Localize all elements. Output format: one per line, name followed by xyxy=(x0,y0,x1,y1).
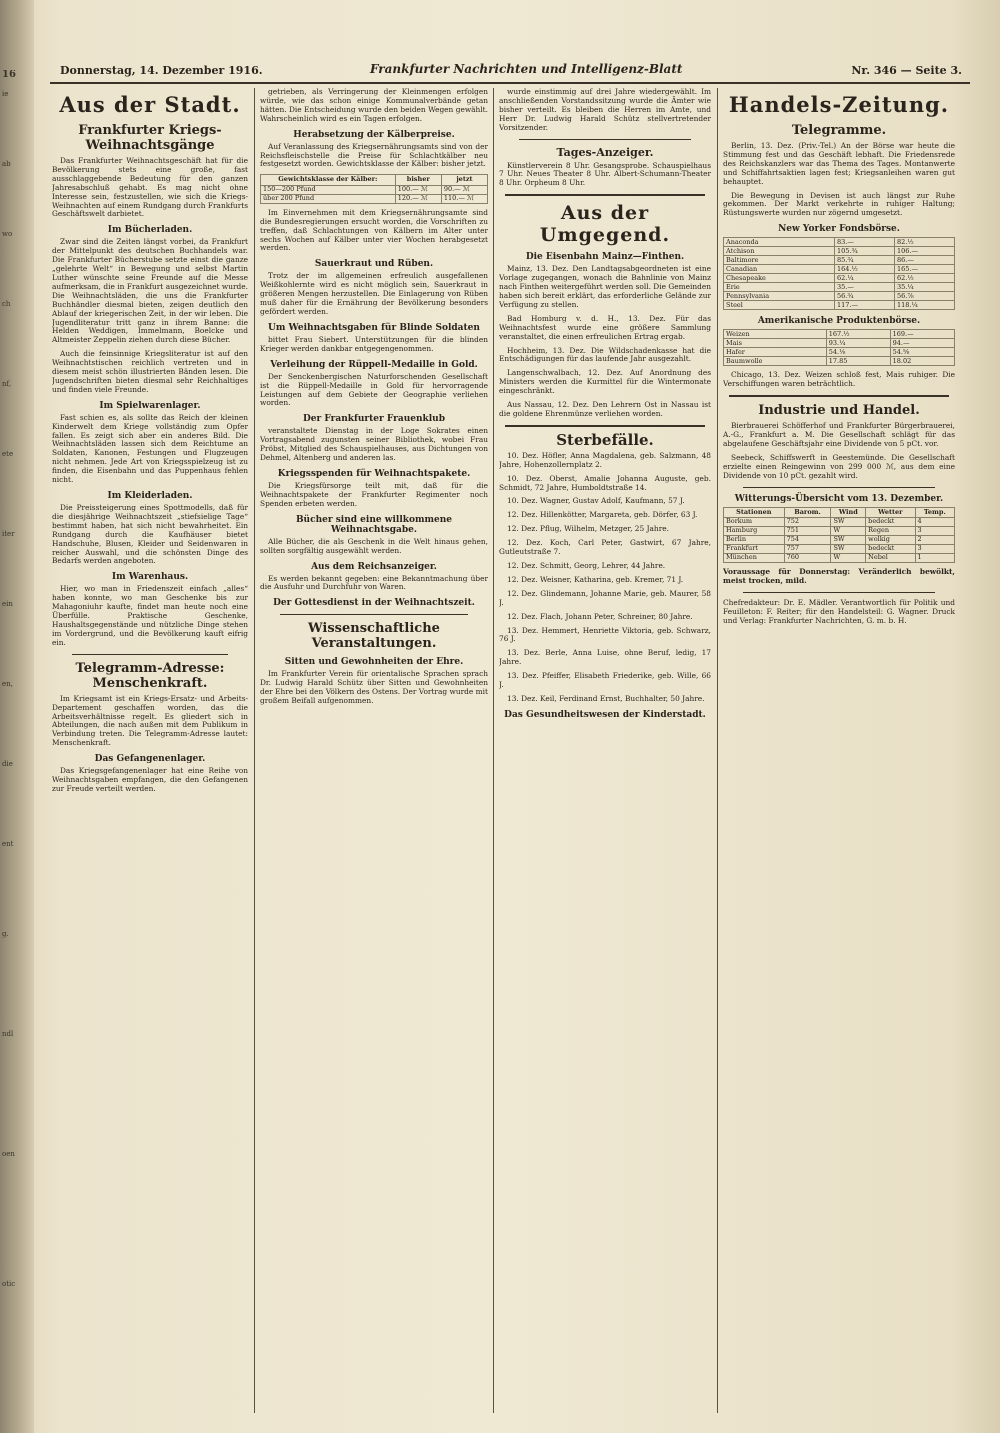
table-cell: 754 xyxy=(784,536,831,545)
list-item: 12. Dez. Weisner, Katharina, geb. Kremer, 71 J. xyxy=(507,574,684,584)
table-header-row xyxy=(724,507,955,518)
list-item: 12. Dez. Glindemann, Johanne Marie, geb. Maurer, 58 J. xyxy=(499,588,711,607)
paragraph: veranstaltete Dienstag in der Loge Sokrates einen Vortragsabend zugunsten seiner Bibliothek, wobei Frau Pröbst, Mitglied des Schauspielhauses, aus Dichtungen von Dehmel, Altenberg und anderen las. xyxy=(260,426,488,463)
table-row xyxy=(724,292,955,301)
table-cell: bedeckt xyxy=(866,545,915,554)
paragraph: Der Senckenbergischen Naturforschenden Gesellschaft ist die Rüppell-Medaille in Gold für hervorragende Leistungen auf dem Gebiete der Geographie verliehen worden. xyxy=(260,371,488,408)
table-cell: Weizen xyxy=(724,330,827,339)
subhead-reichsanzeiger: Aus dem Reichsanzeiger. xyxy=(311,561,437,572)
table-header-cell: Stationen xyxy=(724,507,785,518)
table-cell: 752 xyxy=(784,518,831,527)
calf-price-table xyxy=(260,174,488,204)
table-cell: 760 xyxy=(784,554,831,563)
table-cell: SW xyxy=(831,536,866,545)
table-cell: Canadian xyxy=(724,265,835,274)
article-intro: Das Frankfurter Weihnachtsgeschäft hat für die Bevölkerung stets eine große, fast ausschlaggebende Bedeutung für den ganzen Jahresabschluß gehabt. Es mag nicht ohne Interesse sein, festzustellen, wie sich die Kriegs-Weihnachten auf einem Rundgang durch Frankfurts Geschäftswelt darbietet. xyxy=(52,156,248,219)
edge-text-8: ein xyxy=(2,600,13,608)
page-number: Nr. 346 — Seite 3. xyxy=(851,64,962,77)
table-row xyxy=(724,527,955,536)
table-cell: 35.¼ xyxy=(894,283,954,292)
table-cell: München xyxy=(724,554,785,563)
table-cell: Baumwolle xyxy=(724,357,827,366)
paragraph: Auch die feinsinnige Kriegsliteratur ist auf den Weihnachtstischen reichlich vertreten und in diesem meist schön illustrierten Bänden lesen. Die Jugendschriften bieten diesmal sehr Reichhaltiges und finden viele Freunde. xyxy=(52,349,248,394)
table-cell: 93.¼ xyxy=(826,339,890,348)
table-row xyxy=(724,265,955,274)
subhead-gottesdienst: Der Gottesdienst in der Weihnachtszeit. xyxy=(273,598,475,609)
subhead-blinde-soldaten: Um Weihnachtsgaben für Blinde Soldaten xyxy=(268,322,480,333)
issue-date: Donnerstag, 14. Dezember 1916. xyxy=(60,64,263,77)
table-cell: Hamburg xyxy=(724,527,785,536)
subhead-kaelberpreise: Herabsetzung der Kälberpreise. xyxy=(293,129,455,140)
article-title-telegramm-adresse: Telegramm-Adresse: Menschenkraft. xyxy=(75,660,225,691)
weather-table xyxy=(723,507,955,564)
subhead-rueppell-medaille: Verleihung der Rüppell-Medaille in Gold. xyxy=(270,359,478,370)
paragraph: Trotz der im allgemeinen erfreulich ausgefallenen Weißkohlernte wird es nicht möglich sein, Sauerkraut in größeren Mengen herzustellen. Die Einlagerung von Rüben muß daher für die Ernährung der Bevölkerung besonders gefördert werden. xyxy=(260,271,488,316)
paragraph: Alle Bücher, die als Geschenk in die Welt hinaus gehen, sollten sorgfältig ausgewählt werden. xyxy=(260,536,488,555)
table-cell: 94.— xyxy=(890,339,954,348)
table-cell: 18.02 xyxy=(890,357,954,366)
table-cell: 150—200 Pfund xyxy=(261,185,396,194)
paragraph: Aus Nassau, 12. Dez. Den Lehrern Ost in Nassau ist die goldene Ehrenmünze verliehen worden. xyxy=(499,400,711,418)
divider xyxy=(505,194,705,196)
table-cell: 35.— xyxy=(835,283,895,292)
table-cell: 2 xyxy=(915,536,954,545)
table-cell: Chesapeake xyxy=(724,274,835,283)
list-item: 10. Dez. Wagner, Gustav Adolf, Kaufmann, 57 J. xyxy=(507,496,685,506)
table-cell: über 200 Pfund xyxy=(261,194,396,203)
table-row xyxy=(261,185,488,194)
paragraph: Seebeck, Schiffswerft in Geestemünde. Die Gesellschaft erzielte einen Reingewinn von 299 000 ℳ, aus dem eine Dividende von 10 pCt. gezahlt wird. xyxy=(723,452,955,480)
edge-text-14: oen xyxy=(2,1150,15,1158)
table-row xyxy=(724,554,955,563)
section-title-aus-der-stadt: Aus der Stadt. xyxy=(59,92,241,117)
table-cell: Erie xyxy=(724,283,835,292)
table-cell: Berlin xyxy=(724,536,785,545)
table-cell: 3 xyxy=(915,527,954,536)
section-title-handels-zeitung: Handels-Zeitung. xyxy=(728,92,950,117)
produce-exchange-table xyxy=(723,329,955,366)
edge-text-1: ie xyxy=(2,90,9,98)
table-title-new-york: New Yorker Fondsbörse. xyxy=(778,224,900,235)
table-header-cell: Barom. xyxy=(784,507,831,518)
list-item: 12. Dez. Hillenkötter, Margareta, geb. Dörfer, 63 J. xyxy=(507,510,698,520)
subhead-buecher: Bücher sind eine willkommene Weihnachtsgabe. xyxy=(295,514,453,535)
imprint: Chefredakteur: Dr. E. Mädler. Verantwortlich für Politik und Feuilleton: F. Reiter; für den Handelsteil: G. Wagner. Druck und Verlag: Frankfurter Nachrichten, G. m. b. H. xyxy=(723,597,955,625)
paragraph: Bierbrauerei Schöfferhof und Frankfurter Bürgerbrauerei, A.-G., Frankfurt a. M. Die Gesellschaft schlägt für das abgelaufene Geschäftsjahr eine Dividende von 5 pCt. vor. xyxy=(723,421,955,448)
table-cell: SW xyxy=(831,545,866,554)
edge-text-5: nf, xyxy=(2,380,12,388)
paragraph: Hier, wo man in Friedenszeit einfach „alles“ haben konnte, wo man Geschenke bis zur Mahagoniuhr kaufte, findet man heute noch eine Überfülle. Praktische Geschenke, Haushaltsgegenstände und nützliche Dinge stehen im Vordergrund, und die Bevölkerung kauft eifrig ein. xyxy=(52,584,248,647)
table-cell: Pennsylvania xyxy=(724,292,835,301)
edge-text-9: en, xyxy=(2,680,13,688)
table-row xyxy=(724,545,955,554)
table-cell: 117.— xyxy=(835,301,895,310)
section-title-industrie: Industrie und Handel. xyxy=(758,403,920,419)
divider xyxy=(729,395,949,397)
table-row xyxy=(724,283,955,292)
table-cell: Regen xyxy=(866,527,915,536)
paragraph: Zwar sind die Zeiten längst vorbei, da Frankfurt der Mittelpunkt des deutschen Buchhandels war. Die Frankfurter Bücherstube setzte einst die ganze „gelehrte Welt“ in Bewegung und selbst Martin Luther wünschte seine Freunde auf die Messe aufmerksam, die in Frankfurt ausgezeichnet wurde. Die Weihnachtsläden, die uns die Frankfurter Buchhändler diesmal bieten, zeigen deutlich den Ablauf der kriegerischen Zeit, in der wir leben. Die Jugendliteratur tritt ganz in ihrem Banne: die Helden Weddigen, Immelmann, Boelcke und Altmeister Zeppelin ziehen durch diese Bücher. xyxy=(52,237,248,345)
paragraph: Die Preissteigerung eines Spottmodells, daß für die diesjährige Weihnachtszeit „stiefsielige Tage“ bestimmt haben, hat sich nicht bewahrheitet. Ein Rundgang durch die Kaufhäuser bietet Handschuhe, Blusen, Kleider und Seidenwaren in reicher Auswahl, und die schönsten Dinge des Bedarfs werden angeboten. xyxy=(52,503,248,566)
subhead-frauenklub: Der Frankfurter Frauenklub xyxy=(302,414,445,425)
divider xyxy=(743,592,935,593)
table-row xyxy=(724,256,955,265)
table-cell: Nebel xyxy=(866,554,915,563)
table-cell: 86.— xyxy=(894,256,954,265)
paragraph: Bad Homburg v. d. H., 13. Dez. Für das Weihnachtsfest wurde eine größere Sammlung veranstaltet, die einen erfreulichen Ertrag ergab. xyxy=(499,313,711,341)
table-row xyxy=(724,330,955,339)
list-item: 13. Dez. Berle, Anna Luise, ohne Beruf, ledig, 17 Jahre. xyxy=(499,648,711,667)
edge-text-10: die xyxy=(2,760,13,768)
masthead: Frankfurter Nachrichten und Intelligenz-Blatt xyxy=(370,62,683,76)
section-title-sterbefaelle: Sterbefälle. xyxy=(556,430,654,449)
edge-page-number: 16 xyxy=(2,70,16,79)
table-row xyxy=(724,536,955,545)
column-aus-der-stadt xyxy=(52,88,248,1415)
edge-text-11: ent xyxy=(2,840,14,848)
paragraph: Hochheim, 13. Dez. Die Wildschadenkasse hat die Entschädigungen für das laufende Jahr ausgezahlt. xyxy=(499,345,711,364)
table-cell: 62.½ xyxy=(894,274,954,283)
edge-text-4: ch xyxy=(2,300,11,308)
subhead-kleiderladen: Im Kleiderladen. xyxy=(107,491,193,501)
table-row xyxy=(724,238,955,247)
subhead-gefangenenlager: Das Gefangenenlager. xyxy=(94,754,206,765)
subhead-tages-anzeiger: Tages-Anzeiger. xyxy=(556,145,654,159)
paragraph: Die Kriegsfürsorge teilt mit, daß für die Weihnachtspakete der Frankfurter Regimenter noch Spenden erbeten werden. xyxy=(260,480,488,508)
table-header-row xyxy=(261,175,488,186)
paragraph: Mainz, 13. Dez. Den Landtagsabgeordneten ist eine Vorlage zugegangen, wonach die Bahnlinie von Mainz nach Finthen weitergeführt werden soll. Die Gemeinden haben sich bereit erklärt, das erforderliche Gelände zur Verfügung zu stellen. xyxy=(499,264,711,309)
list-item: 10. Dez. Höfler, Anna Magdalena, geb. Salzmann, 48 Jahre, Hohenzollernplatz 2. xyxy=(499,450,711,469)
table-cell: 3 xyxy=(915,545,954,554)
table-cell: 105.¾ xyxy=(835,247,895,256)
table-row xyxy=(724,339,955,348)
table-cell: 100.— ℳ xyxy=(395,185,441,194)
column-local-news xyxy=(260,88,488,1415)
weather-forecast: Voraussage für Donnerstag: Veränderlich bewölkt, meist trocken, mild. xyxy=(723,567,955,585)
table-cell: Borkum xyxy=(724,518,785,527)
table-cell: 751 xyxy=(784,527,831,536)
table-cell: Baltimore xyxy=(724,256,835,265)
column-rule-3 xyxy=(717,88,718,1413)
table-cell: bedeckt xyxy=(866,518,915,527)
paragraph: Im Einvernehmen mit dem Kriegsernährungsamte sind die Bundesregierungen ersucht worden, die Vorschriften zu treffen, daß Schlachtungen von Kälbern im Alter unter sechs Wochen auf Kälber unter vier Wochen herabgesetzt werden. xyxy=(260,207,488,253)
column-rule-1 xyxy=(254,88,255,1413)
paragraph: Fast schien es, als sollte das Reich der kleinen Kinderwelt dem Kriege vollständig zum Opfer fallen. Es zeigt sich aber ein anderes Bild. Die Weihnachtsläden lassen sich dem Reichtume an Soldaten, Kanonen, Festungen und Flugzeugen nicht nehmen. Jede Art von Kriegsspielzeug ist zu finden, die Eisenbahn und das Puppenhaus fehlen nicht. xyxy=(52,412,248,485)
new-york-stock-table xyxy=(723,237,955,310)
table-cell: 54.⅝ xyxy=(890,348,954,357)
list-item: 12. Dez. Schmitt, Georg, Lehrer, 44 Jahre. xyxy=(507,561,666,570)
table-cell: W xyxy=(831,527,866,536)
list-item: 13. Dez. Pfeiffer, Elisabeth Friederike, geb. Wille, 66 J. xyxy=(499,671,711,690)
subhead-buecherladen: Im Bücherladen. xyxy=(107,225,193,236)
list-item: 12. Dez. Koch, Carl Peter, Gastwirt, 67 Jahre, Gutleutstraße 7. xyxy=(499,538,711,557)
subhead-sauerkraut: Sauerkraut und Rüben. xyxy=(314,259,434,270)
table-cell: 167.½ xyxy=(826,330,890,339)
table-row xyxy=(724,518,955,527)
paragraph: Chicago, 13. Dez. Weizen schloß fest, Mais ruhiger. Die Verschiffungen waren beträchtlich. xyxy=(723,370,955,389)
table-row xyxy=(724,247,955,256)
edge-text-3: wo xyxy=(2,230,13,238)
paragraph: Langenschwalbach, 12. Dez. Auf Anordnung des Ministers werden die Kurmittel für die Wintermonate eingeschränkt. xyxy=(499,368,711,396)
table-header-cell: bisher xyxy=(395,175,441,186)
table-cell: 165.— xyxy=(894,265,954,274)
table-cell: Mais xyxy=(724,339,827,348)
table-cell: Frankfurt xyxy=(724,545,785,554)
table-cell: 106.— xyxy=(894,247,954,256)
paragraph: Berlin, 13. Dez. (Priv.-Tel.) An der Börse war heute die Stimmung fest und das Geschäft lebhaft. Die Friedensrede des Reichskanzlers war das Thema des Tages. Montanwerte und Schiffahrtsaktien lagen fest; Kriegsanleihen waren gut behauptet. xyxy=(723,141,955,186)
divider xyxy=(519,139,691,140)
subhead-eisenbahn: Die Eisenbahn Mainz—Finthen. xyxy=(525,252,685,263)
table-cell: Steel xyxy=(724,301,835,310)
subhead-gesundheitswesen: Das Gesundheitswesen der Kinderstadt. xyxy=(504,709,706,720)
table-row xyxy=(724,357,955,366)
table-cell: SW xyxy=(831,518,866,527)
divider xyxy=(280,614,468,615)
table-cell: 757 xyxy=(784,545,831,554)
edge-text-15: otic xyxy=(2,1280,16,1288)
edge-text-13: ndl xyxy=(2,1030,14,1038)
table-title-witterung: Witterungs-Übersicht vom 13. Dezember. xyxy=(734,493,944,504)
list-item: 10. Dez. Oberst, Amalie Johanna Auguste, geb. Schmidt, 72 Jahre, Humboldtstraße 14. xyxy=(499,473,711,492)
table-cell: Hafer xyxy=(724,348,827,357)
paragraph: Im Frankfurter Verein für orientalische Sprachen sprach Dr. Ludwig Harald Schütz über Sitten und Gewohnheiten der Ehre bei den Völkern des Ostens. Der Vortrag wurde mit großem Beifall aufgenommen. xyxy=(260,669,488,706)
divider xyxy=(743,487,935,488)
table-cell: 1 xyxy=(915,554,954,563)
paragraph: Das Kriegsgefangenenlager hat eine Reihe von Weihnachtsgaben empfangen, die den Gefangenen zur Freude verteilt werden. xyxy=(52,766,248,793)
subhead-warenhaus: Im Warenhaus. xyxy=(111,572,189,583)
list-item: 12. Dez. Pflug, Wilhelm, Metzger, 25 Jahre. xyxy=(507,524,669,534)
list-item: 12. Dez. Flach, Johann Peter, Schreiner, 80 Jahre. xyxy=(507,611,693,621)
table-cell: wolkig xyxy=(866,536,915,545)
table-cell: 83.— xyxy=(835,238,895,247)
table-title-produktenboerse: Amerikanische Produktenbörse. xyxy=(757,316,921,327)
edge-text-2: ab xyxy=(2,160,11,168)
paragraph: getrieben, als Verringerung der Kleinmengen erfolgen würde, wie das schon einige Kommunalverbände getan hätten. Die Entscheidung wurde den beiden Wegen gewählt. Wahrscheinlich wird es ein Tagen erfolgen. xyxy=(260,88,488,123)
table-cell: 120.— ℳ xyxy=(395,194,441,203)
table-cell: 118.¼ xyxy=(894,301,954,310)
article-title-weihnachtsgaenge: Frankfurter Kriegs-Weihnachtsgänge xyxy=(78,123,222,153)
table-row xyxy=(724,301,955,310)
edge-text-7: iter xyxy=(2,530,15,538)
list-item: 13. Dez. Hemmert, Henriette Viktoria, geb. Schwarz, 76 J. xyxy=(499,625,711,644)
page-header xyxy=(50,58,970,84)
table-header-cell: Wetter xyxy=(866,507,915,518)
table-cell: 17.85 xyxy=(826,357,890,366)
paragraph: Auf Veranlassung des Kriegsernährungsamts sind von der Reichsfleischstelle die Preise für Schlachtkälber neu festgesetzt worden. Gewichtsklasse der Kälber: bisher jetzt. xyxy=(260,141,488,169)
table-cell: 90.— ℳ xyxy=(441,185,487,194)
subhead-telegramme: Telegramme. xyxy=(791,123,887,138)
table-cell: 62.¼ xyxy=(835,274,895,283)
table-cell: W xyxy=(831,554,866,563)
table-cell: Atchison xyxy=(724,247,835,256)
paragraph: Die Bewegung in Devisen ist auch längst zur Ruhe gekommen. Der Markt verkehrte in ruhiger Haltung; Rüstungswerte wurden nur zögernd umgesetzt. xyxy=(723,190,955,218)
edge-text-12: g. xyxy=(2,930,9,938)
paragraph: Künstlerverein 8 Uhr. Gesangsprobe. Schauspielhaus 7 Uhr. Neues Theater 8 Uhr. Albert-Schumann-Theater 8 Uhr. Orpheum 8 Uhr. xyxy=(499,160,711,188)
facing-page-edge xyxy=(0,0,34,1433)
divider xyxy=(505,425,705,427)
table-cell: Anaconda xyxy=(724,238,835,247)
subhead-kriegsspenden: Kriegsspenden für Weihnachtspakete. xyxy=(277,468,471,479)
edge-text-6: ete xyxy=(2,450,14,458)
paragraph: bittet Frau Siebert. Unterstützungen für die blinden Krieger werden dankbar entgegengenommen. xyxy=(260,334,488,353)
table-header-cell: Gewichtsklasse der Kälber: xyxy=(261,175,396,186)
table-cell: 4 xyxy=(915,518,954,527)
section-title-umgegend: Aus der Umgegend. xyxy=(539,202,671,247)
paragraph: Im Kriegsamt ist ein Kriegs-Ersatz- und Arbeits-Departement geschaffen worden, das die Arbeitsverhältnisse regelt. Es gliedert sich in Abteilungen, die nach außen mit dem Publikum in Verbindung treten. Die Telegramm-Adresse lautet: Menschenkraft. xyxy=(52,693,248,748)
table-row xyxy=(724,274,955,283)
table-cell: 54.⅛ xyxy=(826,348,890,357)
death-notice-list xyxy=(499,452,711,704)
divider xyxy=(72,654,228,655)
table-cell: 56.¾ xyxy=(835,292,895,301)
table-cell: 164.½ xyxy=(835,265,895,274)
paragraph: Es werden bekannt gegeben: eine Bekanntmachung über die Ausfuhr und Durchfuhr von Waren. xyxy=(260,573,488,592)
table-cell: 169.— xyxy=(890,330,954,339)
table-header-cell: Wind xyxy=(831,507,866,518)
column-umgegend xyxy=(499,88,711,1415)
column-handels-zeitung xyxy=(723,88,955,1415)
table-cell: 56.⅞ xyxy=(894,292,954,301)
table-header-cell: jetzt xyxy=(441,175,487,186)
table-row xyxy=(724,348,955,357)
paragraph: wurde einstimmig auf drei Jahre wiedergewählt. Im anschließenden Vorstandssitzung wurde die Ämter wie bisher verteilt. Es bleiben die Herren im Amte, und Herr Dr. Ludwig Harald Schütz stellvertretender Vorsitzender. xyxy=(499,88,711,132)
subhead-sitten: Sitten und Gewohnheiten der Ehre. xyxy=(284,657,464,668)
table-cell: 85.¾ xyxy=(835,256,895,265)
table-row xyxy=(261,194,488,203)
table-header-cell: Temp. xyxy=(915,507,954,518)
table-cell: 82.½ xyxy=(894,238,954,247)
column-rule-2 xyxy=(493,88,494,1413)
list-item: 13. Dez. Keil, Ferdinand Ernst, Buchhalter, 50 Jahre. xyxy=(507,693,705,703)
table-cell: 110.— ℳ xyxy=(441,194,487,203)
subhead-spielwarenlager: Im Spielwarenlager. xyxy=(99,400,201,411)
article-title-wissenschaft: Wissenschaftliche Veranstaltungen. xyxy=(308,621,440,652)
